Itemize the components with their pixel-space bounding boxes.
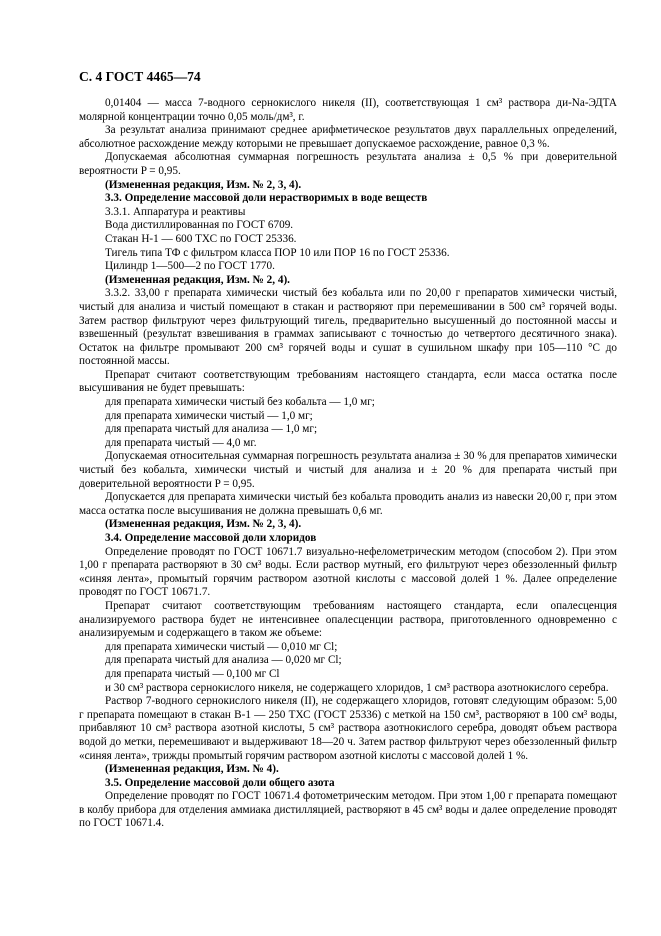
- paragraph: Допускается для препарата химически чистый без кобальта проводить анализ из навески 20,00 г, при этом масса остатка после высушивания не должна превышать 0,6 мг.: [79, 491, 617, 517]
- section-heading: (Измененная редакция, Изм. № 2, 3, 4).: [105, 178, 302, 191]
- section-heading: (Измененная редакция, Изм. № 2, 4).: [105, 273, 290, 286]
- paragraph: Тигель типа ТФ с фильтром класса ПОР 10 или ПОР 16 по ГОСТ 25336.: [105, 246, 450, 259]
- paragraph: Цилиндр 1—500—2 по ГОСТ 1770.: [105, 260, 275, 273]
- paragraph: 3.3.2. 33,00 г препарата химически чистый без кобальта или по 20,00 г препаратов химически чистый, чистый для анализа и чистый помещают в стакан и растворяют при перемешивании в 500 см³ горячей воды. Затем раствор фильтруют через фильтрующий тигель, предварительно высушенный до постоянной массы и взвешенный (результат взвешивания в граммах записывают с точностью до четвертого десятичного знака). Остаток на фильтре промывают 200 см³ горячей воды и сушат в сушильном шкафу при 105—110 °С до постоянной массы.: [79, 287, 617, 368]
- paragraph: 0,01404 — масса 7-водного сернокислого никеля (II), соответствующая 1 см³ раствора ди-Na-ЭДТА молярной концентрации точно 0,05 моль/дм³, г.: [79, 97, 617, 123]
- section-heading: (Измененная редакция, Изм. № 2, 3, 4).: [105, 518, 302, 531]
- paragraph: для препарата химически чистый — 0,010 мг Cl;: [105, 640, 338, 653]
- paragraph: За результат анализа принимают среднее арифметическое результатов двух параллельных определений, абсолютное расхождение между которыми не превышает допускаемое расхождение, равное 0,3 %.: [79, 124, 617, 150]
- paragraph: Стакан Н-1 — 600 ТХС по ГОСТ 25336.: [105, 232, 297, 245]
- paragraph: 3.3.1. Аппаратура и реактивы: [105, 205, 246, 218]
- paragraph: для препарата чистый для анализа — 1,0 мг;: [105, 423, 318, 436]
- paragraph: для препарата чистый — 4,0 мг.: [105, 436, 257, 449]
- paragraph: Раствор 7-водного сернокислого никеля (II), не содержащего хлоридов, готовят следующим образом: 5,00 г препарата помещают в стакан В-1 — 250 ТХС (ГОСТ 25336) с меткой на 150 см³, растворяют в 100 см³ воды, прибавляют 10 см³ раствора азотной кислоты, 5 см³ раствора азотнокислого серебра, доводят объем раствора водой до метки, перемешивают и выдерживают 18—20 ч. Затем раствор фильтруют через обеззоленный фильтр «синяя лента», трижды промытый горячим раствором азотной кислоты с массовой долей 1 %.: [79, 695, 617, 762]
- paragraph: для препарата чистый для анализа — 0,020 мг Cl;: [105, 654, 342, 667]
- section-heading: 3.4. Определение массовой доли хлоридов: [105, 532, 317, 544]
- paragraph: Препарат считают соответствующим требованиям настоящего стандарта, если опалесценция анализируемого раствора будет не интенсивнее опалесценции раствора, приготовленного одновременно с анализируемым и содержащего в таком же объеме:: [79, 599, 617, 640]
- paragraph: Препарат считают соответствующим требованиям настоящего стандарта, если масса остатка после высушивания не будет превышать:: [79, 368, 617, 395]
- page-header: С. 4 ГОСТ 4465—74: [79, 69, 201, 84]
- section-heading: 3.5. Определение массовой доли общего азота: [105, 776, 335, 789]
- paragraph: Допускаемая относительная суммарная погрешность результата анализа ± 30 % для препаратов химически чистый без кобальта, химически чистый и чистый для анализа и ± 20 % для препарата чистый при доверительной вероятности P = 0,95.: [79, 450, 617, 490]
- paragraph: для препарата чистый — 0,100 мг Cl: [105, 667, 280, 680]
- paragraph: для препарата химически чистый — 1,0 мг;: [105, 409, 313, 422]
- paragraph: Определение проводят по ГОСТ 10671.7 визуально-нефелометрическим методом (способом 2). При этом 1,00 г препарата растворяют в 30 см³ воды. Если раствор мутный, его фильтруют через обеззоленный фильтр «синяя лента», промытый горячим раствором азотной кислоты с массовой долей 1 %. Далее определение проводят по ГОСТ 10671.7.: [79, 545, 617, 599]
- paragraph: и 30 см³ раствора сернокислого никеля, не содержащего хлоридов, 1 см³ раствора азотнокислого серебра.: [105, 681, 609, 694]
- paragraph: для препарата химически чистый без кобальта — 1,0 мг;: [105, 396, 375, 409]
- paragraph: Определение проводят по ГОСТ 10671.4 фотометрическим методом. При этом 1,00 г препарата помещают в колбу прибора для отделения аммиака дистилляцией, растворяют в 45 см³ воды и далее определение проводят по ГОСТ 10671.4.: [79, 790, 617, 830]
- section-heading: 3.3. Определение массовой доли нерастворимых в воде веществ: [105, 192, 428, 205]
- paragraph: Вода дистиллированная по ГОСТ 6709.: [105, 219, 294, 232]
- paragraph: Допускаемая абсолютная суммарная погрешность результата анализа ± 0,5 % при доверительной вероятности P = 0,95.: [79, 151, 617, 177]
- section-heading: (Измененная редакция, Изм. № 4).: [105, 763, 279, 776]
- document-body: [79, 97, 617, 831]
